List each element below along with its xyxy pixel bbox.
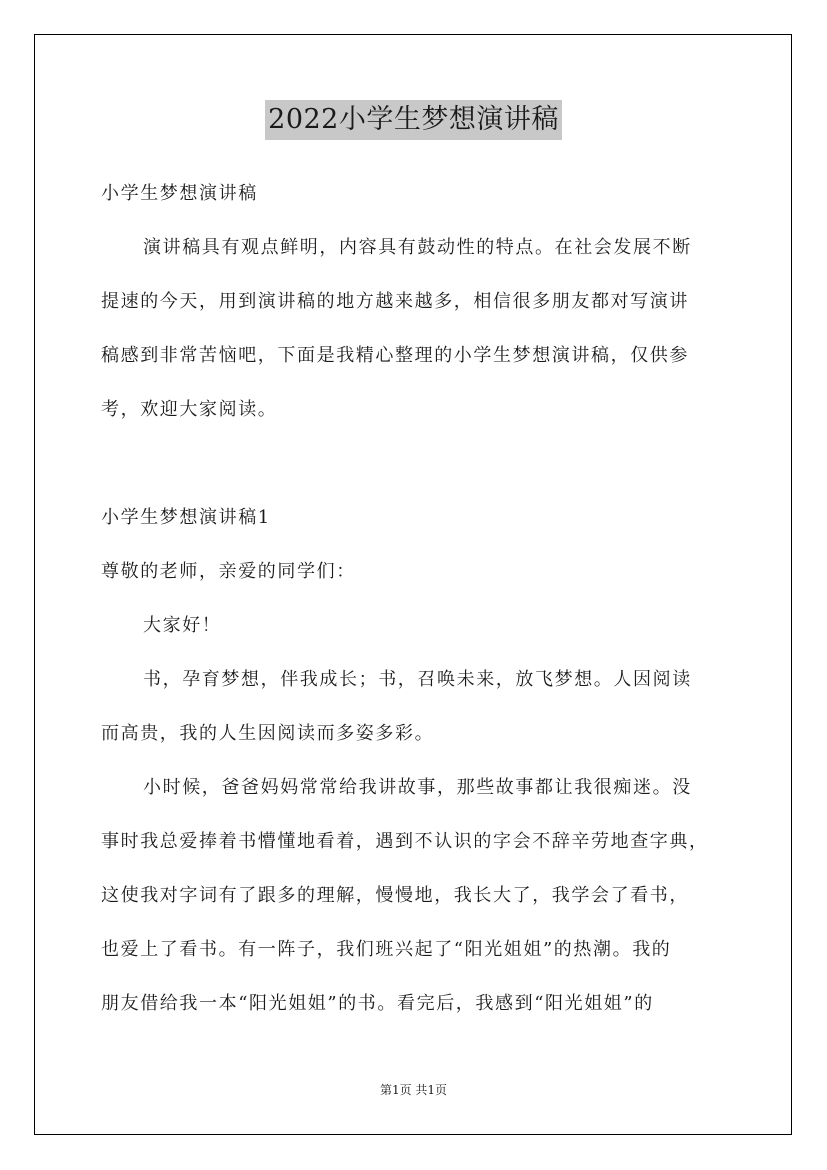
subtitle: 小学生梦想演讲稿 — [101, 183, 258, 204]
paragraph-line: 也爱上了看书。有一阵子，我们班兴起了“阳光姐姐”的热潮。我的 — [101, 939, 672, 960]
salutation: 尊敬的老师，亲爱的同学们： — [101, 561, 356, 582]
paragraph-line: 朋友借给我一本“阳光姐姐”的书。看完后，我感到“阳光姐姐”的 — [101, 993, 654, 1014]
paragraph-line: 事时我总爱捧着书懵懂地看着，遇到不认识的字会不辞辛劳地查字典， — [101, 831, 709, 852]
intro-line: 演讲稿具有观点鲜明，内容具有鼓动性的特点。在社会发展不断 — [143, 237, 692, 258]
intro-line: 提速的今天，用到演讲稿的地方越来越多，相信很多朋友都对写演讲 — [101, 291, 689, 312]
page-footer: 第1页 共1页 — [379, 1083, 448, 1097]
paragraph-line: 而高贵，我的人生因阅读而多姿多彩。 — [101, 723, 435, 744]
intro-line: 考，欢迎大家阅读。 — [101, 399, 278, 420]
greeting: 大家好！ — [143, 615, 222, 636]
section-title: 小学生梦想演讲稿1 — [101, 507, 271, 528]
paragraph-line: 这使我对字词有了跟多的理解，慢慢地，我长大了，我学会了看书， — [101, 885, 689, 906]
document-title: 2022小学生梦想演讲稿 — [265, 100, 562, 140]
title-container — [0, 100, 827, 140]
intro-line: 稿感到非常苦恼吧，下面是我精心整理的小学生梦想演讲稿，仅供参 — [101, 345, 689, 366]
paragraph-line: 小时候，爸爸妈妈常常给我讲故事，那些故事都让我很痴迷。没 — [143, 777, 692, 798]
paragraph-line: 书，孕育梦想，伴我成长；书，召唤未来，放飞梦想。人因阅读 — [143, 669, 692, 690]
